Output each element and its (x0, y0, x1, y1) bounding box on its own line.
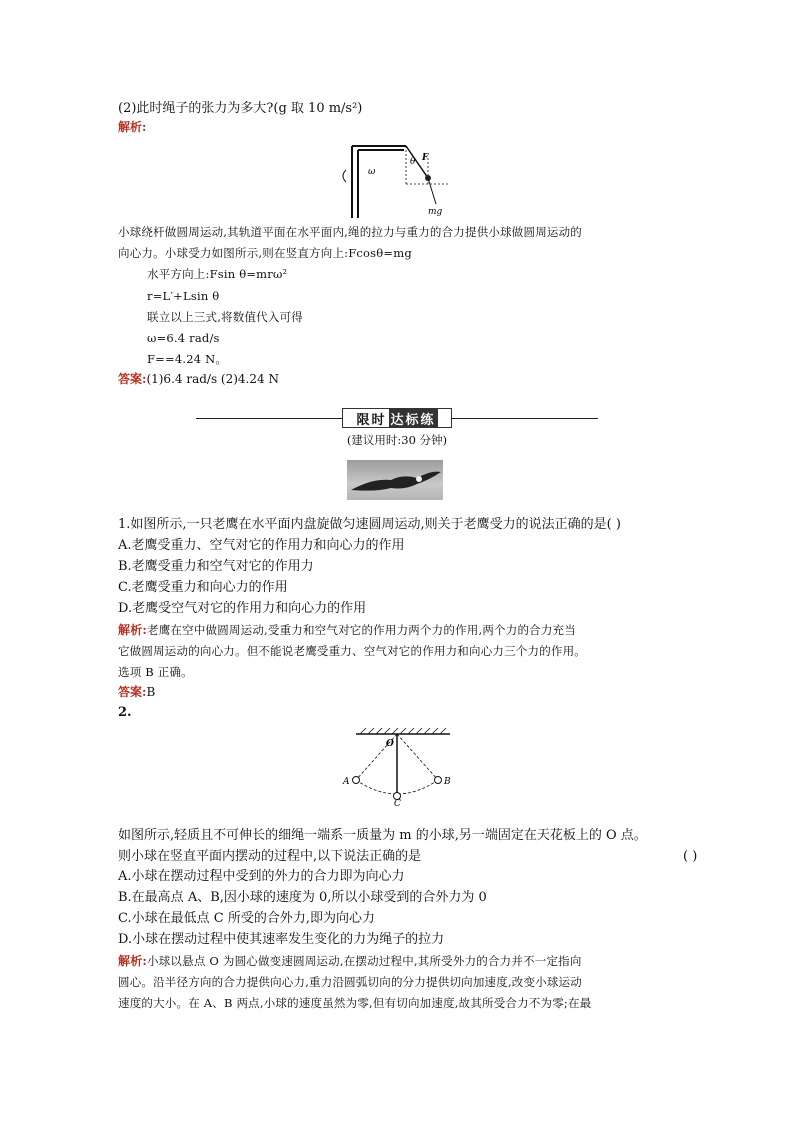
q1-answer-label: 答案: (118, 685, 147, 699)
q1-answer-row (118, 684, 155, 701)
solution-line: ω=6.4 rad/s (147, 331, 220, 345)
answer-text: (1)6.4 rad/s (2)4.24 N (146, 372, 279, 386)
solution-line: 小球绕杆做圆周运动,其轨道平面在水平面内,绳的拉力与重力的合力提供小球做圆周运动的 (118, 225, 583, 239)
q1-solution-line: 它做圆周运动的向心力。但不能说老鹰受重力、空气对它的作用力和向心力三个力的作用。 (118, 644, 586, 658)
header-rule-left (196, 418, 342, 419)
q2-solution-line: 圆心。沿半径方向的合力提供向心力,重力沿圆弧切向的分力提供切向加速度,改变小球运动 (118, 975, 583, 989)
q2-answer-blank: ( ) (683, 849, 698, 864)
jiexi-label: 解析: (118, 120, 147, 134)
q1-option-d: D.老鹰受空气对它的作用力和向心力的作用 (118, 601, 367, 616)
q2-option-a: A.小球在摆动过程中受到的外力的合力即为向心力 (118, 869, 405, 884)
q2-solution-line: 小球以悬点 O 为圆心做变速圆周运动,在摆动过程中,其所受外力的合力并不一定指向 (147, 954, 582, 968)
q1-solution-line: 老鹰在空中做圆周运动,受重力和空气对它的作用力两个力的作用,两个力的合力充当 (147, 623, 576, 637)
solution-line: 水平方向上:Fsin θ=mrω² (147, 267, 288, 281)
answer-row (118, 371, 279, 388)
q2-option-b: B.在最高点 A、B,因小球的速度为 0,所以小球受到的合外力为 0 (118, 890, 487, 905)
mg-label: mg (428, 207, 443, 217)
solution-line: F==4.24 N。 (147, 352, 228, 366)
q1-option-b: B.老鹰受重力和空气对它的作用力 (118, 559, 314, 574)
time-note: (建议用时:30 分钟) (346, 433, 448, 447)
point-a-label: A (343, 777, 350, 787)
q1-stem: 1.如图所示,一只老鹰在水平面内盘旋做匀速圆周运动,则关于老鹰受力的说法正确的是( ) (118, 517, 621, 532)
question-2-text: (2)此时绳子的张力为多大?(g 取 10 m/s²) (118, 101, 363, 116)
header-rule-right (452, 418, 598, 419)
section-header (196, 408, 598, 428)
q2-stem-line1: 如图所示,轻质且不可伸长的细绳一端系一质量为 m 的小球,另一端固定在天花板上的 O 点。 (118, 828, 647, 843)
eagle-image (347, 460, 443, 500)
section-title-b: 达标练 (389, 409, 438, 428)
point-b-label: B (444, 777, 451, 787)
solution-line: r=L′+Lsin θ (147, 289, 220, 303)
theta-label: θ (410, 157, 416, 167)
pendulum-figure (340, 726, 466, 806)
q2-solution-row (118, 951, 582, 972)
q2-option-c: C.小球在最低点 C 所受的合外力,即为向心力 (118, 911, 375, 926)
q1-solution-line: 选项 B 正确。 (118, 665, 193, 679)
q2-jiexi-label: 解析: (118, 954, 148, 968)
rotating-rod-figure (340, 140, 460, 220)
q2-option-d: D.小球在摆动过程中使其速率发生变化的力为绳子的拉力 (118, 932, 445, 947)
q1-option-a: A.老鹰受重力、空气对它的作用力和向心力的作用 (118, 538, 405, 553)
q2-solution-line: 速度的大小。在 A、B 两点,小球的速度虽然为零,但有切向加速度,故其所受合力不为零;在最 (118, 996, 592, 1010)
q1-option-c: C.老鹰受重力和向心力的作用 (118, 580, 288, 595)
force-f-label: F (422, 153, 429, 163)
q1-solution-row (118, 620, 576, 641)
point-c-label: C (394, 799, 401, 806)
q1-jiexi-label: 解析: (118, 623, 148, 637)
solution-line: 联立以上三式,将数值代入可得 (147, 310, 303, 324)
section-title-a: 限时 (356, 412, 387, 428)
q2-stem-line2: 则小球在竖直平面内摆动的过程中,以下说法正确的是 (118, 849, 422, 864)
point-o-label: O (386, 739, 394, 749)
q1-answer: B (146, 685, 156, 699)
answer-label: 答案: (118, 372, 147, 386)
section-title-box (342, 408, 452, 428)
solution-line: 向心力。小球受力如图所示,则在竖直方向上:Fcosθ=mg (118, 246, 412, 260)
omega-label: ω (368, 167, 376, 177)
q2-number: 2. (118, 705, 132, 720)
